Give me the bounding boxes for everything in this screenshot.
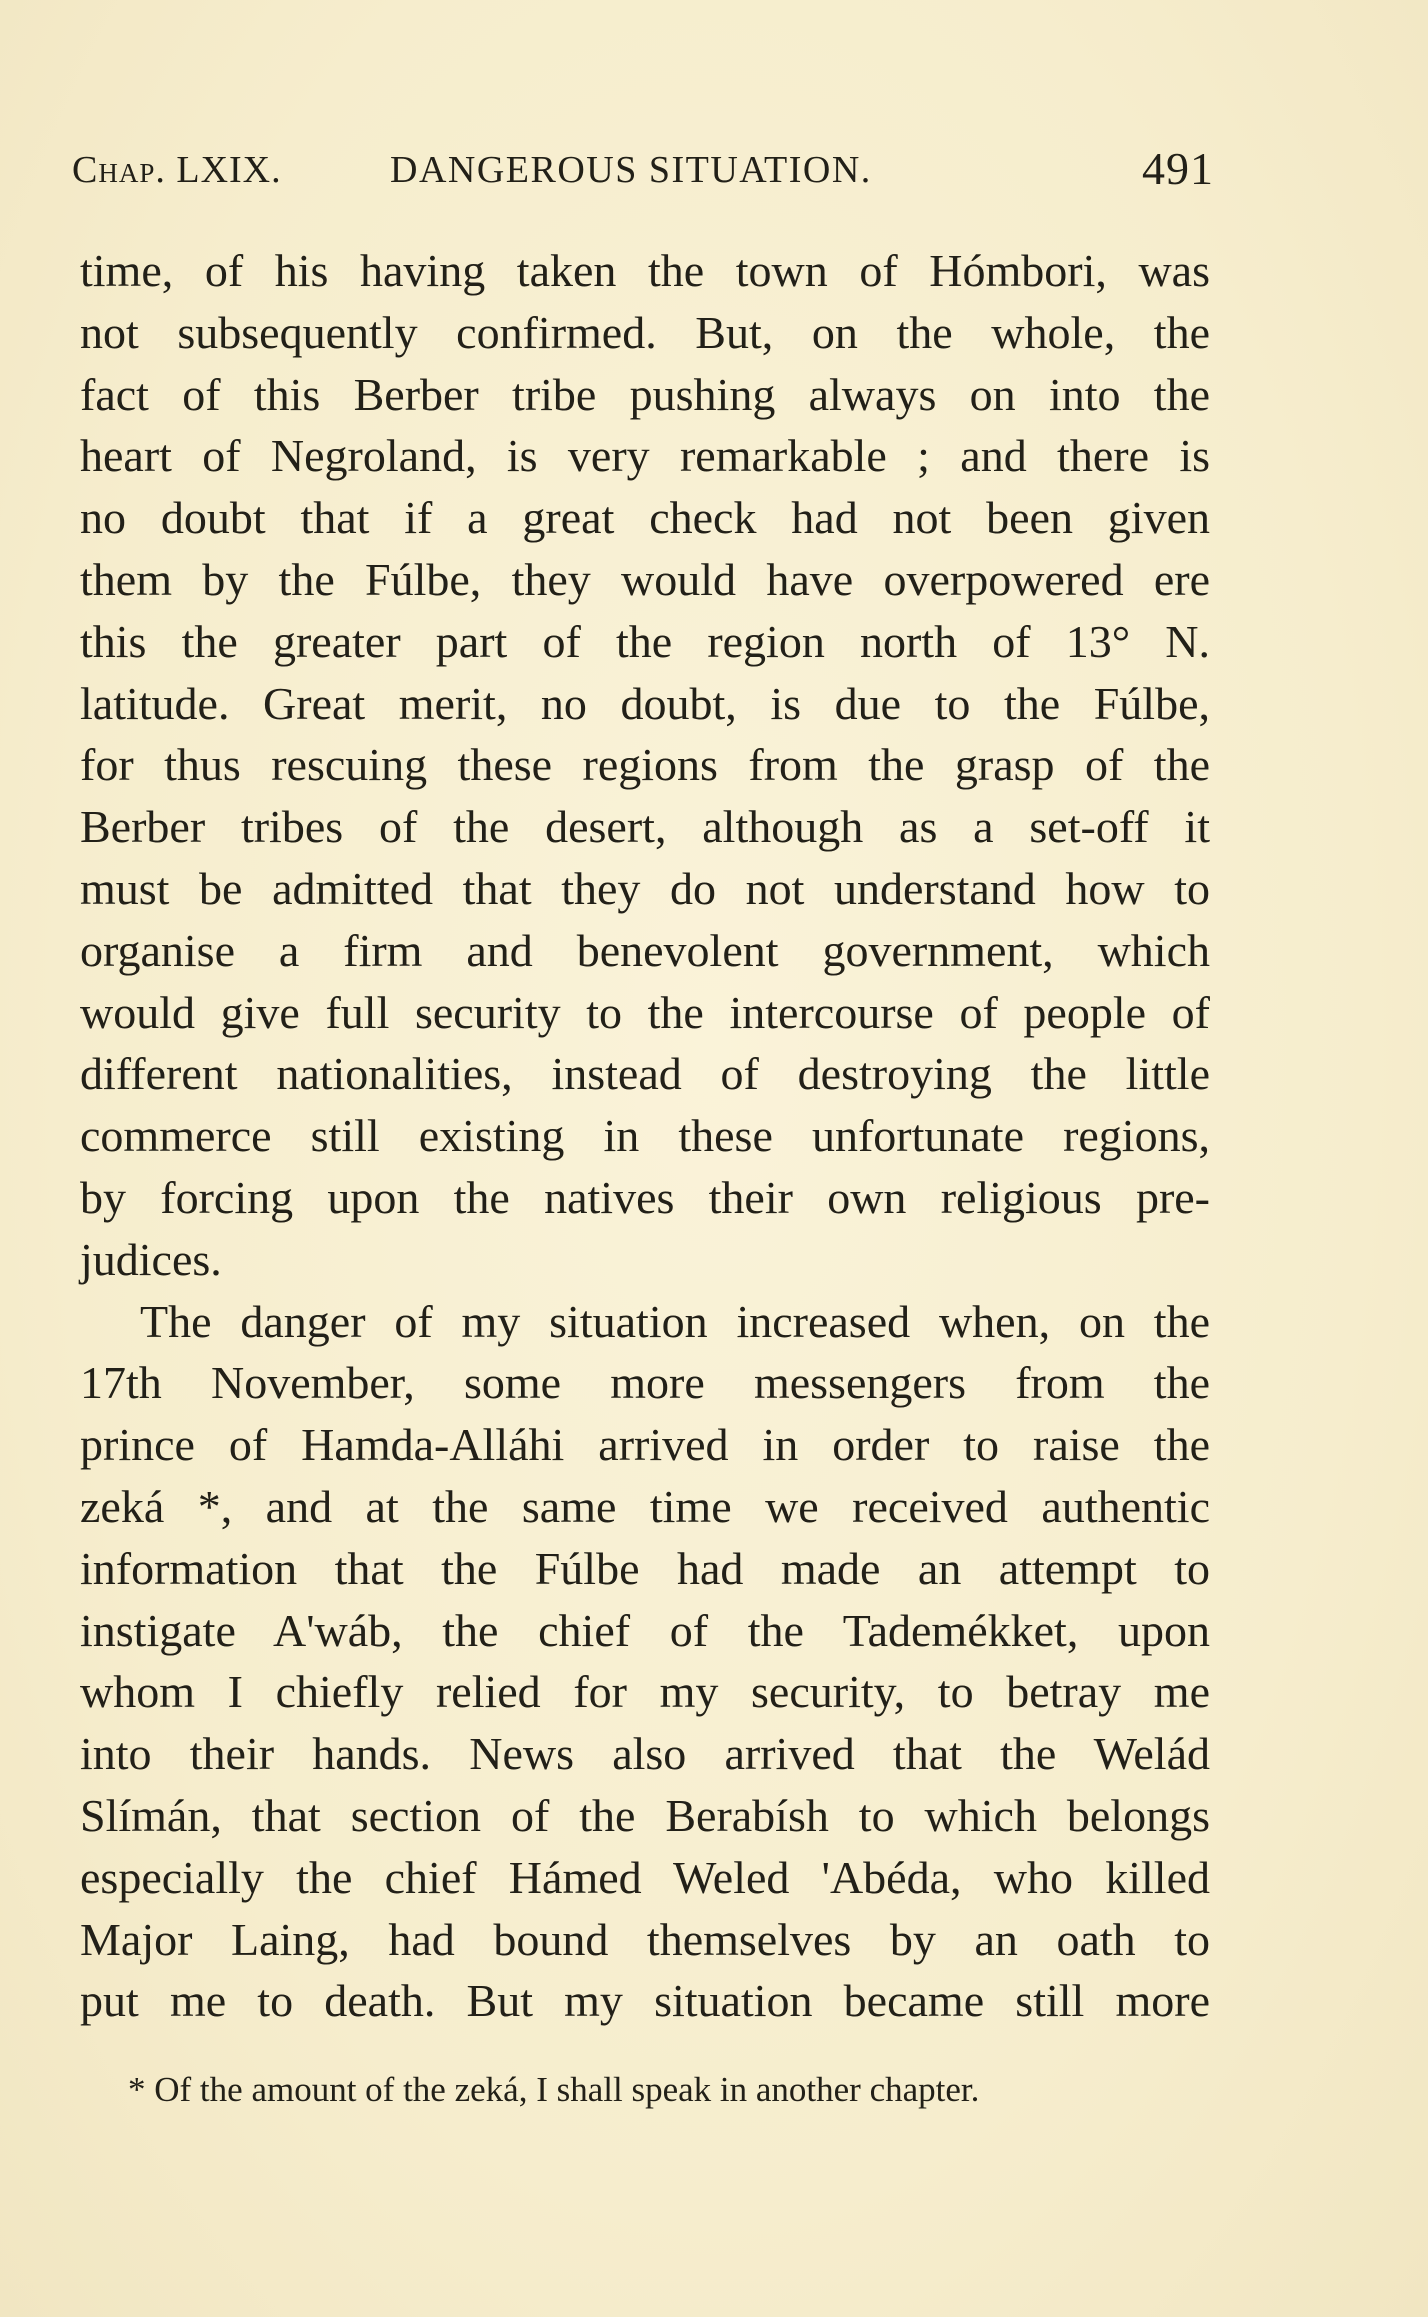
text-line: not subsequently confirmed. But, on the whole, the bbox=[80, 306, 1210, 358]
text-line: time, of his having taken the town of Hómbori, was bbox=[80, 245, 1210, 296]
chapter-label: Chap. LXIX. bbox=[72, 149, 282, 191]
running-head bbox=[72, 140, 1214, 200]
text-line: put me to death. But my situation became still more bbox=[80, 1975, 1210, 2027]
text-line: commerce still existing in these unfortunate regions, bbox=[80, 1110, 1210, 1162]
text-line: organise a firm and benevolent government, which bbox=[80, 924, 1210, 976]
text-line: for thus rescuing these regions from the grasp of the bbox=[80, 739, 1210, 791]
text-line: by forcing upon the natives their own religious pre- bbox=[80, 1171, 1210, 1223]
text-line: Slímán, that section of the Berabísh to which belongs bbox=[80, 1789, 1210, 1841]
text-line: into their hands. News also arrived that the Welád bbox=[80, 1728, 1210, 1780]
text-line: zeká *, and at the same time we received authentic bbox=[80, 1480, 1210, 1532]
text-line: especially the chief Hámed Weled 'Abéda, who killed bbox=[80, 1851, 1210, 1903]
text-line: prince of Hamda-Alláhi arrived in order to raise the bbox=[80, 1419, 1210, 1471]
text-line: fact of this Berber tribe pushing always on into the bbox=[80, 368, 1210, 420]
footnote: * Of the amount of the zeká, I shall speak in another chapter. bbox=[128, 2070, 980, 2109]
text-line: Berber tribes of the desert, although as a set-off it bbox=[80, 801, 1210, 853]
running-title: DANGEROUS SITUATION. bbox=[390, 149, 872, 191]
text-line: whom I chiefly relied for my security, to betray me bbox=[80, 1666, 1210, 1718]
text-line: them by the Fúlbe, they would have overpowered ere bbox=[80, 553, 1210, 605]
text-line: The danger of my situation increased when, on the bbox=[140, 1295, 1210, 1347]
text-line: instigate A'wáb, the chief of the Tademékket, upon bbox=[80, 1604, 1210, 1656]
text-line: would give full security to the intercourse of people of bbox=[80, 986, 1210, 1038]
text-line: judices. bbox=[80, 1233, 222, 1285]
text-line: information that the Fúlbe had made an attempt to bbox=[80, 1542, 1210, 1594]
text-line: latitude. Great merit, no doubt, is due to the Fúlbe, bbox=[80, 677, 1210, 729]
body-text bbox=[80, 240, 1210, 2032]
text-line: different nationalities, instead of destroying the little bbox=[80, 1048, 1210, 1100]
text-line: must be admitted that they do not understand how to bbox=[80, 862, 1210, 914]
text-line: heart of Negroland, is very remarkable ; and there is bbox=[80, 430, 1210, 482]
page-number: 491 bbox=[1142, 143, 1214, 194]
text-line: no doubt that if a great check had not been given bbox=[80, 492, 1210, 544]
text-line: this the greater part of the region north of 13° N. bbox=[80, 615, 1210, 667]
text-line: Major Laing, had bound themselves by an oath to bbox=[80, 1913, 1210, 1965]
text-line: 17th November, some more messengers from the bbox=[80, 1357, 1210, 1409]
